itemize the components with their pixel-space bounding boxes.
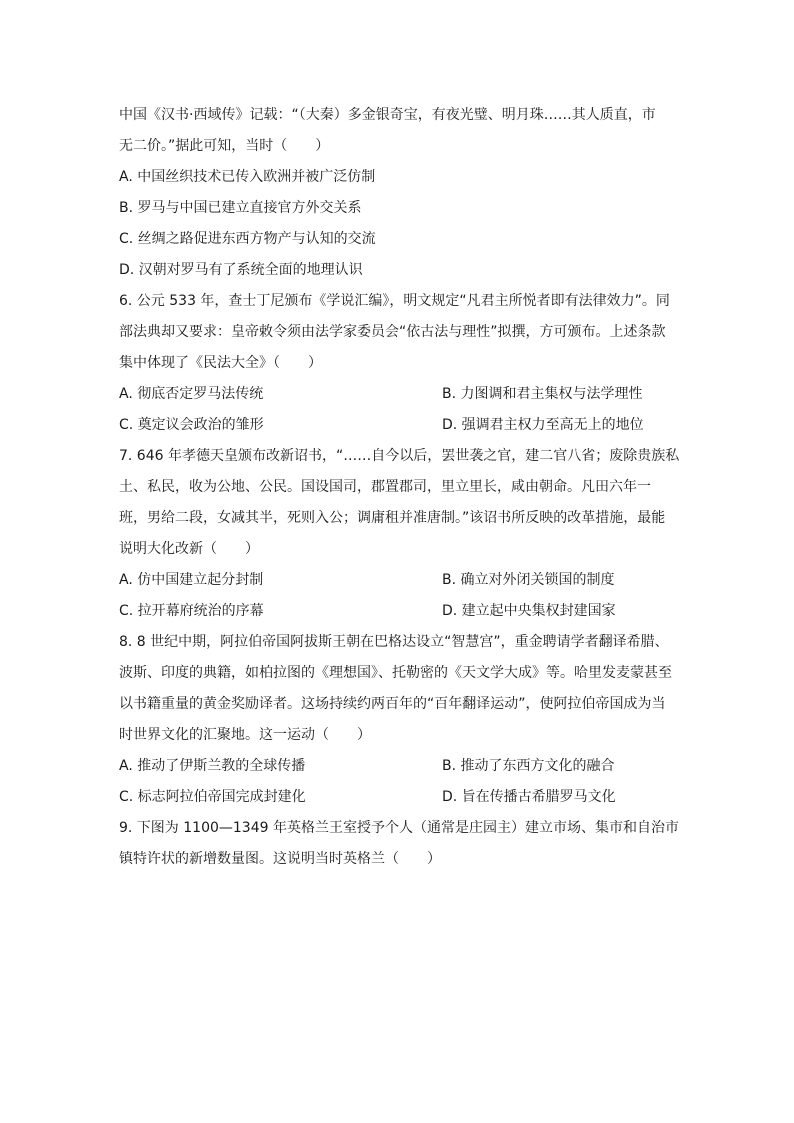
option-row	[119, 410, 679, 441]
question-5	[119, 100, 679, 286]
option-c: C. 丝绸之路促进东西方物产与认知的交流	[119, 231, 376, 247]
exam-page	[119, 100, 679, 875]
option-row	[119, 751, 679, 782]
question-7	[119, 441, 679, 627]
option-a: A. 中国丝织技术已传入欧洲并被广泛仿制	[119, 169, 376, 185]
question-stem-line: 9. 下图为 1100—1349 年英格兰王室授予个人（通常是庄园主）建立市场、集市和自治市	[119, 820, 679, 836]
option-d: D. 强调君主权力至高无上的地位	[442, 417, 644, 433]
question-stem-line: 无二价。”据此可知，当时（ ）	[119, 138, 330, 154]
option-row	[119, 379, 679, 410]
option-d: D. 旨在传播古希腊罗马文化	[442, 789, 616, 805]
question-9	[119, 813, 679, 875]
question-6	[119, 286, 679, 441]
question-stem-line: 土、私民，收为公地、公民。国设国司，郡置郡司，里立里长，咸由朝命。凡田六年一	[119, 479, 651, 495]
question-stem-line: 6. 公元 533 年，查士丁尼颁布《学说汇编》，明文规定“凡君主所悦者即有法律效力”。同	[119, 293, 670, 309]
question-stem-line: 集中体现了《民法大全》（ ）	[119, 355, 322, 371]
option-b: B. 力图调和君主集权与法学理性	[442, 386, 643, 402]
option-b: B. 推动了东西方文化的融合	[442, 758, 615, 774]
option-c: C. 奠定议会政治的雏形	[119, 417, 264, 433]
option-a: A. 推动了伊斯兰教的全球传播	[119, 758, 306, 774]
question-stem-line: 8. 8 世纪中期，阿拉伯帝国阿拔斯王朝在巴格达设立“智慧宫”，重金聘请学者翻译希腊、	[119, 634, 669, 650]
question-stem-line: 7. 646 年孝德天皇颁布改新诏书，“……自今以后，罢世袭之官，建二官八省；废除贵族私	[119, 448, 680, 464]
option-a: A. 仿中国建立起分封制	[119, 572, 264, 588]
question-stem-line: 以书籍重量的黄金奖励译者。这场持续约两百年的“百年翻译运动”，使阿拉伯帝国成为当	[119, 696, 666, 712]
option-c: C. 标志阿拉伯帝国完成封建化	[119, 789, 306, 805]
option-row	[119, 596, 679, 627]
option-row	[119, 565, 679, 596]
option-d: D. 建立起中央集权封建国家	[442, 603, 616, 619]
question-stem-line: 班，男给二段，女减其半，死则入公；调庸租并准唐制。”该诏书所反映的改革措施，最能	[119, 510, 666, 526]
question-stem-line: 中国《汉书·西域传》记载：“（大秦）多金银奇宝，有夜光璧、明月珠……其人质直，市	[119, 107, 656, 123]
option-row	[119, 782, 679, 813]
option-b: B. 罗马与中国已建立直接官方外交关系	[119, 200, 362, 216]
question-8	[119, 627, 679, 813]
question-stem-line: 时世界文化的汇聚地。这一运动（ ）	[119, 727, 371, 743]
question-stem-line: 说明大化改新（ ）	[119, 541, 259, 557]
option-c: C. 拉开幕府统治的序幕	[119, 603, 264, 619]
option-d: D. 汉朝对罗马有了系统全面的地理认识	[119, 262, 363, 278]
option-a: A. 彻底否定罗马法传统	[119, 386, 264, 402]
question-stem-line: 镇特许状的新增数量图。这说明当时英格兰（ ）	[119, 851, 441, 867]
option-b: B. 确立对外闭关锁国的制度	[442, 572, 615, 588]
question-stem-line: 部法典却又要求：皇帝敕令须由法学家委员会“依古法与理性”拟撰，方可颁布。上述条款	[119, 324, 666, 340]
question-stem-line: 波斯、印度的典籍，如柏拉图的《理想国》、托勒密的《天文学大成》等。哈里发麦蒙甚至	[119, 665, 672, 681]
